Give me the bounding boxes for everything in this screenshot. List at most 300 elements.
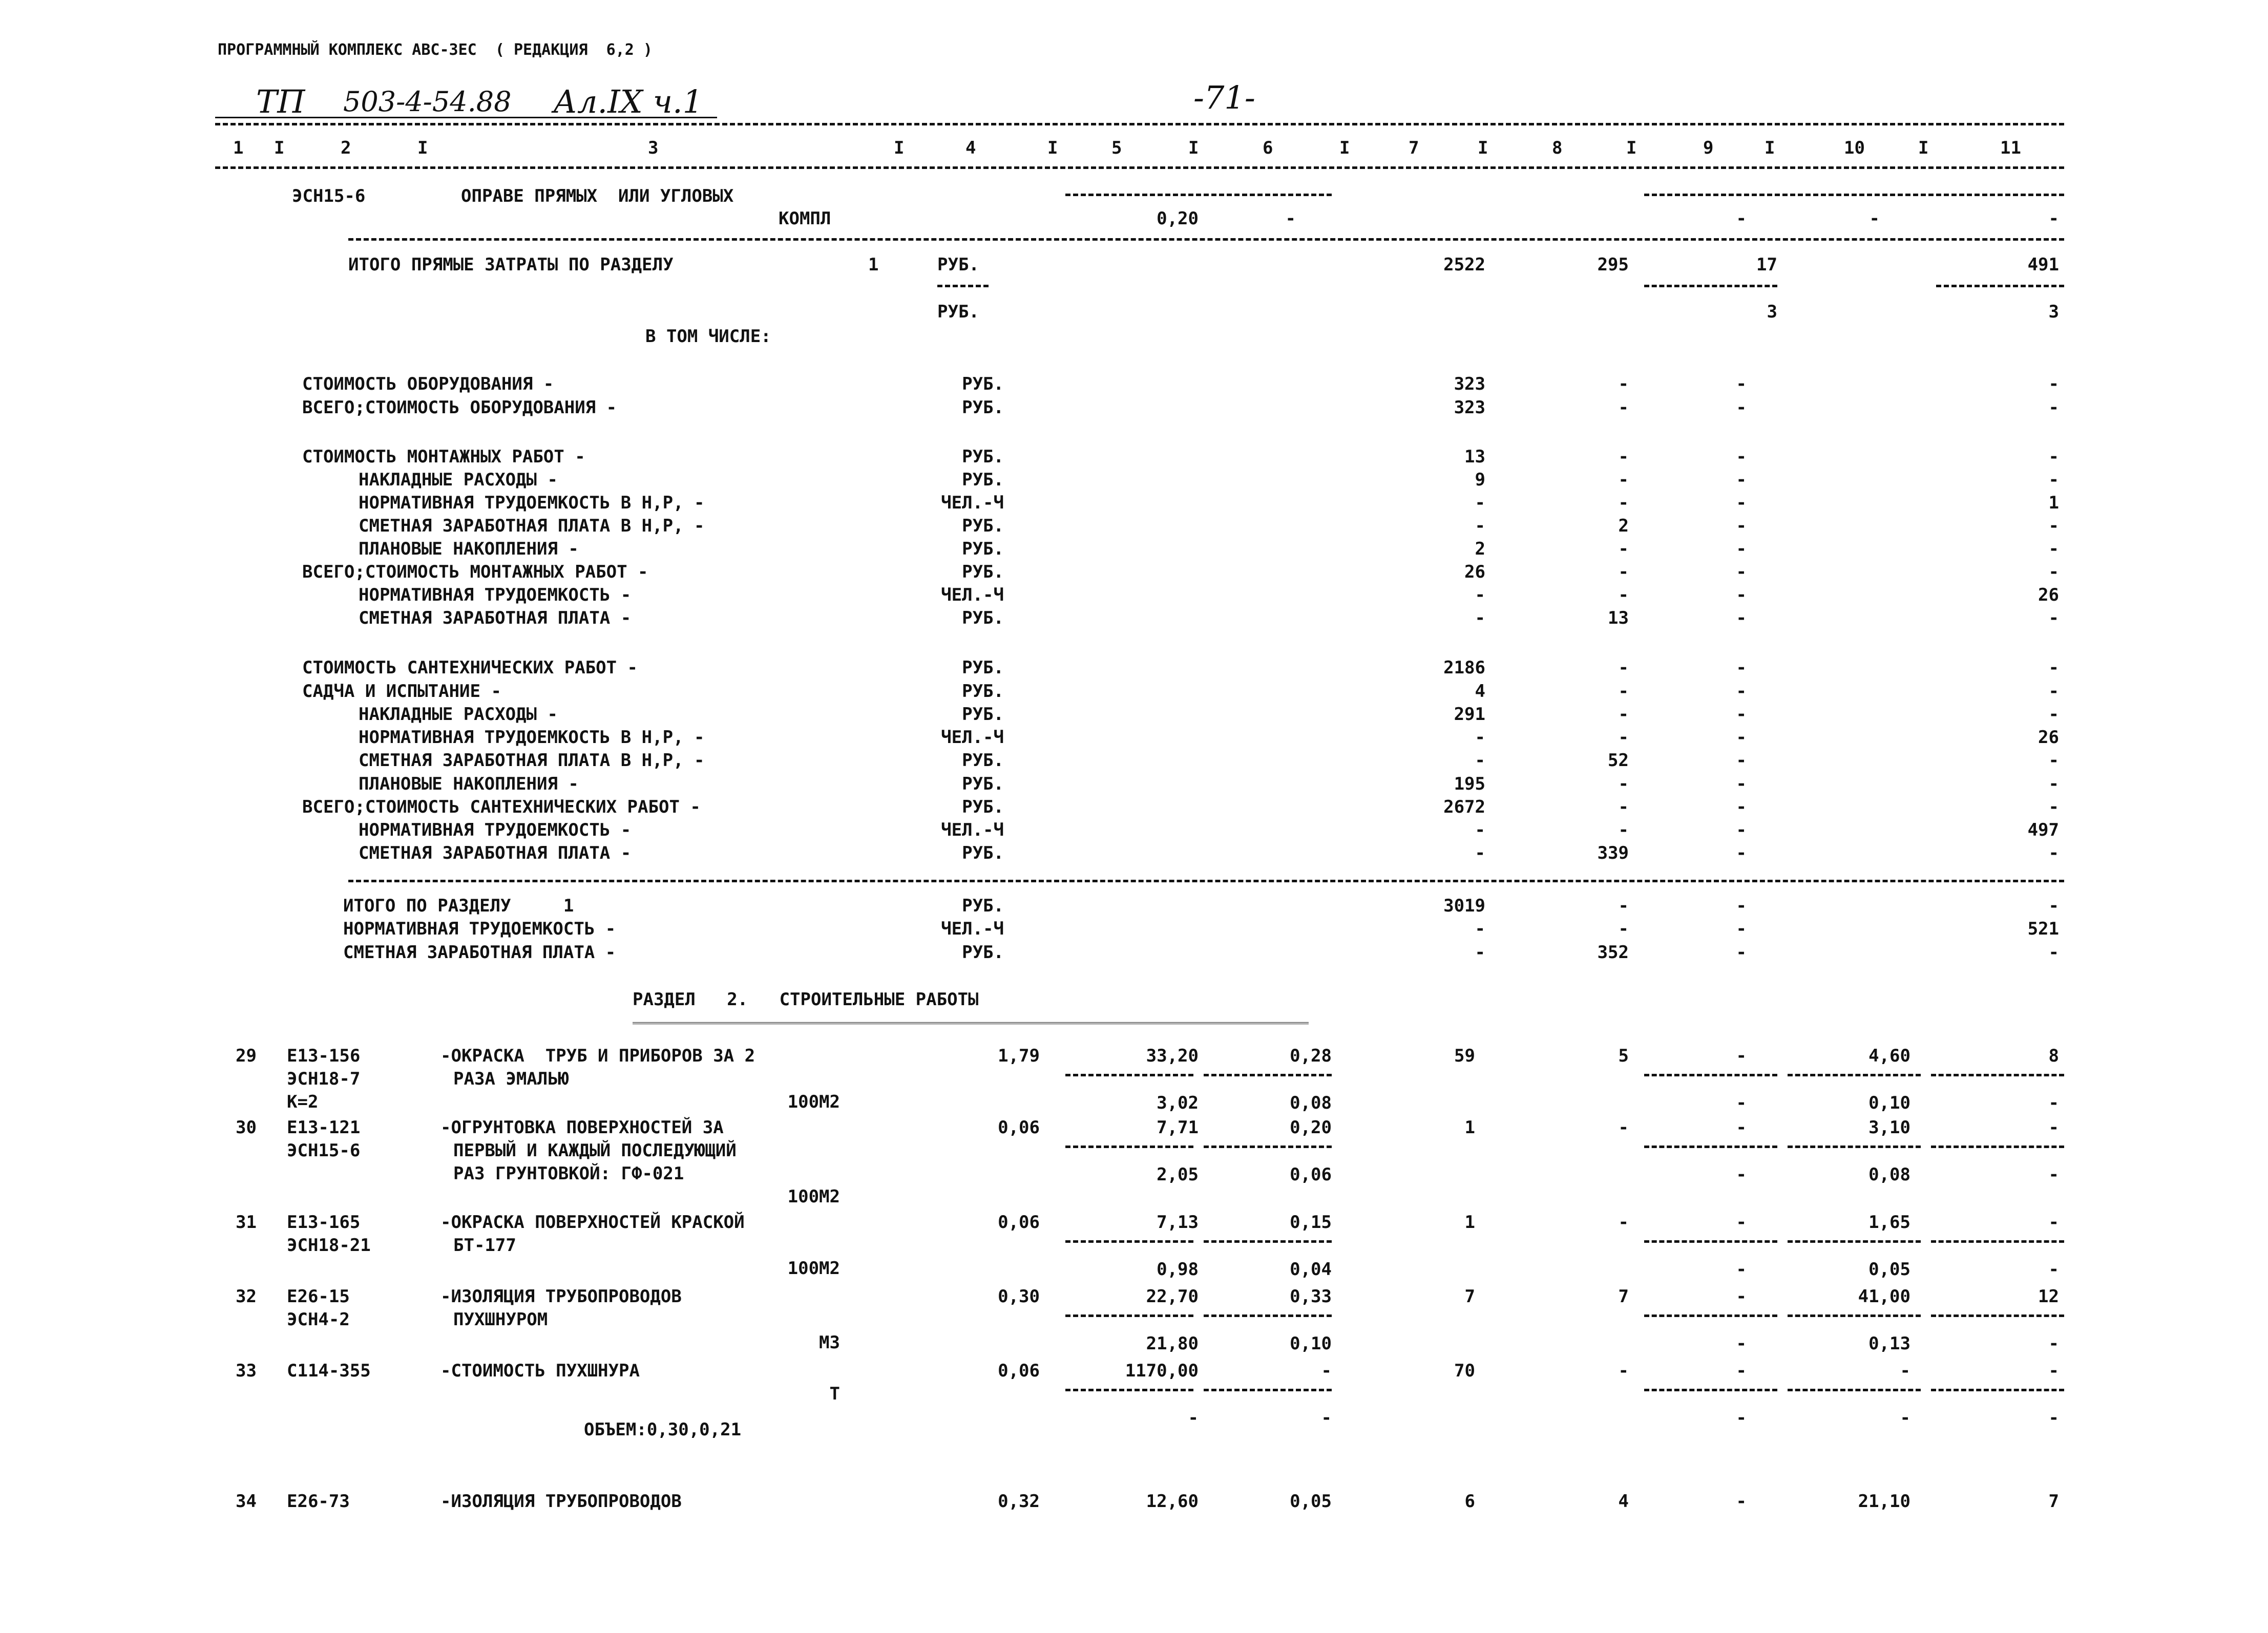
table-top-rule: [215, 123, 2064, 125]
cell-rule: [1065, 1240, 1193, 1243]
item-description: ПУХШНУРОМ: [453, 1309, 548, 1330]
item-code: Е26-73: [287, 1491, 350, 1512]
cell-qty: 0,06: [998, 1117, 1040, 1138]
cell-rule: [1931, 1146, 2064, 1148]
cell-c9: -: [1736, 1286, 1747, 1307]
cell-rule: [1644, 1074, 1777, 1076]
cell-c9: -: [1736, 208, 1747, 229]
item-unit: Т: [829, 1384, 840, 1404]
item-number: 33: [236, 1361, 257, 1381]
cell-c11: -: [2048, 208, 2059, 229]
column-number: 6: [1263, 138, 1273, 158]
item-number: 34: [236, 1491, 257, 1512]
column-number: 1: [233, 138, 244, 158]
cell-c7: 195: [1454, 774, 1485, 794]
cell-c8: 13: [1608, 608, 1629, 628]
cell-rule: [1644, 1314, 1777, 1317]
row-label: СМЕТНАЯ ЗАРАБОТНАЯ ПЛАТА В Н,Р, -: [359, 750, 705, 771]
cell-rule: [1788, 1074, 1921, 1076]
cell-c7: 59: [1454, 1046, 1475, 1066]
cell-c10: 3,10: [1868, 1117, 1910, 1138]
cell-c7: 7: [1464, 1286, 1475, 1307]
cell-c8: -: [1618, 704, 1629, 725]
cell-c9: -: [1736, 1408, 1747, 1428]
column-separator: I: [1478, 138, 1488, 158]
cell-c8: 2: [1618, 516, 1629, 536]
cell-unit: РУБ.: [962, 447, 1004, 467]
item-unit: 100М2: [787, 1258, 840, 1279]
cell-c9: -: [1736, 562, 1747, 582]
cell-c11: 8: [2048, 1046, 2059, 1066]
cell-c6: 0,33: [1290, 1286, 1332, 1307]
cell-c11: -: [2048, 750, 2059, 771]
cell-c9: -: [1736, 447, 1747, 467]
cell-unit: РУБ.: [962, 470, 1004, 490]
cell-c5: 7,71: [1157, 1117, 1199, 1138]
item-description: -ИЗОЛЯЦИЯ ТРУБОПРОВОДОВ: [440, 1286, 682, 1307]
volume-note: ОБЪЕМ:0,30,0,21: [584, 1419, 742, 1440]
column-number: 3: [648, 138, 659, 158]
cell-unit: РУБ.: [937, 302, 979, 322]
cell-c5: 0,20: [1157, 208, 1199, 229]
cell-c8: -: [1618, 727, 1629, 748]
cell-c9: -: [1736, 1046, 1747, 1066]
cell-unit: РУБ.: [962, 562, 1004, 582]
cell-c7: 6: [1464, 1491, 1475, 1512]
cell-c11: 3: [2048, 302, 2059, 322]
cell-c9: -: [1736, 919, 1747, 939]
cell-c11: -: [2048, 704, 2059, 725]
item-description: -СТОИМОСТЬ ПУХШНУРА: [440, 1361, 640, 1381]
item-coefficient: К=2: [287, 1092, 319, 1112]
item-code: Е13-121: [287, 1117, 361, 1138]
column-number: 5: [1111, 138, 1122, 158]
cell-rule: [1644, 285, 1777, 287]
cell-c6: 0,28: [1290, 1046, 1332, 1066]
including-label: В ТОМ ЧИСЛЕ:: [645, 326, 771, 347]
cell-c11: 1: [2048, 493, 2059, 513]
cell-c11: -: [2048, 1164, 2059, 1185]
column-separator: I: [1339, 138, 1350, 158]
cell-c5: 21,80: [1146, 1333, 1199, 1354]
row-label: ИТОГО ПО РАЗДЕЛУ 1: [343, 896, 574, 916]
cell-c7: -: [1475, 843, 1485, 863]
cell-c7: 9: [1475, 470, 1485, 490]
item-subcode: ЭСН4-2: [287, 1309, 350, 1330]
cell-c7: 26: [1464, 562, 1485, 582]
row-label: НОРМАТИВНАЯ ТРУДОЕМКОСТЬ -: [343, 919, 616, 939]
item-description: БТ-177: [453, 1235, 516, 1256]
cell-c8: -: [1618, 585, 1629, 605]
cell-unit: РУБ.: [962, 516, 1004, 536]
cell-rule: [1204, 1240, 1332, 1243]
cell-c8: -: [1618, 681, 1629, 702]
item-code: ЭСН15-6: [292, 186, 366, 206]
cell-c11: -: [2048, 447, 2059, 467]
cell-c11: -: [2048, 608, 2059, 628]
section-rule: [348, 880, 2064, 882]
cell-c11: -: [2048, 1212, 2059, 1233]
column-separator: I: [1047, 138, 1058, 158]
row-label: СМЕТНАЯ ЗАРАБОТНАЯ ПЛАТА В Н,Р, -: [359, 516, 705, 536]
cell-c7: 13: [1464, 447, 1485, 467]
cell-c11: -: [2048, 1117, 2059, 1138]
row-label: НОРМАТИВНАЯ ТРУДОЕМКОСТЬ В Н,Р, -: [359, 493, 705, 513]
cell-rule: [1644, 194, 2064, 196]
cell-c9: -: [1736, 681, 1747, 702]
cell-c9: -: [1736, 1333, 1747, 1354]
cell-c8: -: [1618, 658, 1629, 678]
cell-c11: 491: [2027, 255, 2059, 275]
cell-c9: -: [1736, 896, 1747, 916]
row-label: СТОИМОСТЬ САНТЕХНИЧЕСКИХ РАБОТ -: [302, 658, 638, 678]
column-separator: I: [274, 138, 285, 158]
item-description: -ОКРАСКА ТРУБ И ПРИБОРОВ ЗА 2: [440, 1046, 755, 1066]
cell-unit: РУБ.: [962, 774, 1004, 794]
cell-c7: 323: [1454, 397, 1485, 418]
cell-c6: -: [1321, 1361, 1332, 1381]
cell-c5: 33,20: [1146, 1046, 1199, 1066]
cell-c9: -: [1736, 843, 1747, 863]
cell-c8: -: [1618, 1117, 1629, 1138]
cell-unit: РУБ.: [962, 608, 1004, 628]
cell-c8: -: [1618, 374, 1629, 394]
cell-rule: [1931, 1074, 2064, 1076]
row-label: СМЕТНАЯ ЗАРАБОТНАЯ ПЛАТА -: [343, 942, 616, 963]
row-label: СТОИМОСТЬ ОБОРУДОВАНИЯ -: [302, 374, 554, 394]
section-number: 1: [868, 255, 879, 275]
cell-c10: -: [1869, 208, 1880, 229]
item-description: -ОГРУНТОВКА ПОВЕРХНОСТЕЙ ЗА: [440, 1117, 724, 1138]
row-label: СМЕТНАЯ ЗАРАБОТНАЯ ПЛАТА -: [359, 608, 632, 628]
row-label: НАКЛАДНЫЕ РАСХОДЫ -: [359, 704, 558, 725]
cell-c5: -: [1188, 1408, 1199, 1428]
cell-unit: РУБ.: [962, 942, 1004, 963]
cell-c7: 1: [1464, 1212, 1475, 1233]
cell-unit: ЧЕЛ.-Ч: [941, 493, 1004, 513]
cell-c9: 17: [1756, 255, 1777, 275]
column-number: 9: [1703, 138, 1714, 158]
cell-c10: -: [1900, 1361, 1910, 1381]
cell-c9: 3: [1767, 302, 1777, 322]
header-underline: [215, 117, 717, 118]
cell-unit: ЧЕЛ.-Ч: [941, 919, 1004, 939]
cell-c9: -: [1736, 658, 1747, 678]
cell-c5: 2,05: [1157, 1164, 1199, 1185]
cell-c8: 5: [1618, 1046, 1629, 1066]
program-title: ПРОГРАММНЫЙ КОМПЛЕКС АВС-ЗЕС ( РЕДАКЦИЯ 6,2 ): [218, 41, 653, 59]
cell-c5: 12,60: [1146, 1491, 1199, 1512]
cell-c5: 1170,00: [1125, 1361, 1199, 1381]
cell-c9: -: [1736, 942, 1747, 963]
cell-c8: 7: [1618, 1286, 1629, 1307]
cell-c10: -: [1900, 1408, 1910, 1428]
cell-c11: -: [2048, 539, 2059, 559]
cell-c9: -: [1736, 797, 1747, 817]
cell-qty: 0,30: [998, 1286, 1040, 1307]
cell-unit: ЧЕЛ.-Ч: [941, 727, 1004, 748]
cell-qty: 0,32: [998, 1491, 1040, 1512]
cell-c11: -: [2048, 1333, 2059, 1354]
cell-unit: РУБ.: [962, 681, 1004, 702]
cell-c11: -: [2048, 843, 2059, 863]
cell-c6: 0,10: [1290, 1333, 1332, 1354]
column-separator: I: [1765, 138, 1775, 158]
cell-c11: -: [2048, 681, 2059, 702]
cell-c8: -: [1618, 820, 1629, 840]
cell-c6: 0,05: [1290, 1491, 1332, 1512]
cell-rule: [1204, 1146, 1332, 1148]
column-header-rule: [215, 166, 2064, 169]
cell-rule: [1065, 1314, 1193, 1317]
cell-c11: -: [2048, 797, 2059, 817]
row-label: НАКЛАДНЫЕ РАСХОДЫ -: [359, 470, 558, 490]
cell-c11: -: [2048, 516, 2059, 536]
cell-unit: РУБ.: [962, 843, 1004, 863]
column-number: 7: [1409, 138, 1419, 158]
cell-c9: -: [1736, 1361, 1747, 1381]
cell-c11: 521: [2027, 919, 2059, 939]
item-code: Е13-156: [287, 1046, 361, 1066]
cell-c7: 323: [1454, 374, 1485, 394]
item-description: -ИЗОЛЯЦИЯ ТРУБОПРОВОДОВ: [440, 1491, 682, 1512]
item-unit: М3: [819, 1332, 840, 1353]
cell-c5: 7,13: [1157, 1212, 1199, 1233]
row-label: НОРМАТИВНАЯ ТРУДОЕМКОСТЬ -: [359, 585, 632, 605]
cell-c7: 2522: [1443, 255, 1485, 275]
cell-c11: 12: [2038, 1286, 2059, 1307]
row-label: СМЕТНАЯ ЗАРАБОТНАЯ ПЛАТА -: [359, 843, 632, 863]
cell-c5: 0,98: [1157, 1259, 1199, 1280]
cell-c7: -: [1475, 516, 1485, 536]
cell-c7: 2: [1475, 539, 1485, 559]
column-separator: I: [1626, 138, 1637, 158]
item-number: 32: [236, 1286, 257, 1307]
cell-rule: [1065, 194, 1332, 196]
cell-c5: 3,02: [1157, 1093, 1199, 1113]
cell-rule: [1788, 1314, 1921, 1317]
row-label: САДЧА И ИСПЫТАНИЕ -: [302, 681, 501, 702]
cell-c8: -: [1618, 470, 1629, 490]
cell-c7: -: [1475, 919, 1485, 939]
cell-unit: РУБ.: [962, 397, 1004, 418]
cell-c7: 291: [1454, 704, 1485, 725]
cell-c8: 4: [1618, 1491, 1629, 1512]
item-code: С114-355: [287, 1361, 371, 1381]
cell-rule: [1204, 1074, 1332, 1076]
section-title-rule: [633, 1022, 1309, 1024]
cell-c9: -: [1736, 750, 1747, 771]
cell-c9: -: [1736, 1117, 1747, 1138]
cell-c7: -: [1475, 750, 1485, 771]
cell-c10: 0,10: [1868, 1093, 1910, 1113]
cell-rule: [1788, 1240, 1921, 1243]
cell-c8: -: [1618, 774, 1629, 794]
column-separator: I: [1918, 138, 1929, 158]
cell-c7: 2186: [1443, 658, 1485, 678]
item-subcode: ЭСН18-21: [287, 1235, 371, 1256]
cell-c6: 0,15: [1290, 1212, 1332, 1233]
cell-c6: 0,06: [1290, 1164, 1332, 1185]
cell-qty: 0,06: [998, 1361, 1040, 1381]
cell-c8: 295: [1597, 255, 1629, 275]
cell-c9: -: [1736, 585, 1747, 605]
cell-c8: -: [1618, 447, 1629, 467]
cell-rule: [1204, 1314, 1332, 1317]
cell-c11: -: [2048, 896, 2059, 916]
cell-c8: 52: [1608, 750, 1629, 771]
cell-c8: -: [1618, 896, 1629, 916]
cell-rule: [1065, 1074, 1193, 1076]
item-description: ПЕРВЫЙ И КАЖДЫЙ ПОСЛЕДУЮЩИЙ: [453, 1140, 737, 1161]
cell-c11: -: [2048, 1408, 2059, 1428]
row-label: ВСЕГО;СТОИМОСТЬ ОБОРУДОВАНИЯ -: [302, 397, 617, 418]
column-number: 10: [1844, 138, 1865, 158]
cell-c8: -: [1618, 493, 1629, 513]
row-label: СТОИМОСТЬ МОНТАЖНЫХ РАБОТ -: [302, 447, 585, 467]
cell-qty: 1,79: [998, 1046, 1040, 1066]
column-separator: I: [1188, 138, 1199, 158]
cell-c8: 352: [1597, 942, 1629, 963]
cell-rule: [1204, 1389, 1332, 1391]
cell-c9: -: [1736, 820, 1747, 840]
cell-c6: -: [1321, 1408, 1332, 1428]
cell-c5: 22,70: [1146, 1286, 1199, 1307]
item-code: Е26-15: [287, 1286, 350, 1307]
item-number: 31: [236, 1212, 257, 1233]
row-label: ПЛАНОВЫЕ НАКОПЛЕНИЯ -: [359, 774, 579, 794]
cell-c10: 0,08: [1868, 1164, 1910, 1185]
cell-c11: -: [2048, 397, 2059, 418]
cell-c11: -: [2048, 942, 2059, 963]
cell-c8: -: [1618, 1212, 1629, 1233]
cell-rule: [1931, 1240, 2064, 1243]
cell-rule: [1936, 285, 2064, 287]
item-description: РАЗ ГРУНТОВКОЙ: ГФ-021: [453, 1163, 684, 1184]
cell-c9: -: [1736, 470, 1747, 490]
cell-unit: РУБ.: [962, 896, 1004, 916]
row-label: НОРМАТИВНАЯ ТРУДОЕМКОСТЬ В Н,Р, -: [359, 727, 705, 748]
cell-unit: РУБ.: [962, 374, 1004, 394]
column-number: 4: [965, 138, 976, 158]
item-description: РАЗА ЭМАЛЬЮ: [453, 1069, 569, 1089]
cell-unit: РУБ.: [962, 704, 1004, 725]
cell-c9: -: [1736, 539, 1747, 559]
cell-c7: 4: [1475, 681, 1485, 702]
cell-c9: -: [1736, 1093, 1747, 1113]
row-label: ВСЕГО;СТОИМОСТЬ САНТЕХНИЧЕСКИХ РАБОТ -: [302, 797, 701, 817]
cell-unit: РУБ.: [962, 750, 1004, 771]
cell-c8: -: [1618, 562, 1629, 582]
item-description: -ОКРАСКА ПОВЕРХНОСТЕЙ КРАСКОЙ: [440, 1212, 745, 1233]
column-number: 8: [1552, 138, 1563, 158]
row-label: ПЛАНОВЫЕ НАКОПЛЕНИЯ -: [359, 539, 579, 559]
cell-c7: -: [1475, 608, 1485, 628]
cell-c9: -: [1736, 1259, 1747, 1280]
cell-c11: -: [2048, 1259, 2059, 1280]
cell-c11: -: [2048, 562, 2059, 582]
cell-c8: -: [1618, 397, 1629, 418]
item-unit: 100М2: [787, 1092, 840, 1112]
cell-rule: [1931, 1314, 2064, 1317]
cell-c9: -: [1736, 493, 1747, 513]
cell-c9: -: [1736, 608, 1747, 628]
cell-c7: 1: [1464, 1117, 1475, 1138]
item-number: 29: [236, 1046, 257, 1066]
cell-c8: 339: [1597, 843, 1629, 863]
cell-c11: -: [2048, 774, 2059, 794]
cell-c9: -: [1736, 397, 1747, 418]
row-label: ВСЕГО;СТОИМОСТЬ МОНТАЖНЫХ РАБОТ -: [302, 562, 648, 582]
section-total-label: ИТОГО ПРЯМЫЕ ЗАТРАТЫ ПО РАЗДЕЛУ: [348, 255, 674, 275]
doc-number: 503-4-54.88: [343, 86, 512, 118]
cell-c9: -: [1736, 704, 1747, 725]
cell-unit: ЧЕЛ.-Ч: [941, 585, 1004, 605]
cell-rule: [1644, 1240, 1777, 1243]
cell-c6: 0,08: [1290, 1093, 1332, 1113]
column-separator: I: [894, 138, 905, 158]
cell-c7: 3019: [1443, 896, 1485, 916]
cell-c6: 0,20: [1290, 1117, 1332, 1138]
cell-rule: [1644, 1389, 1777, 1391]
column-number: 11: [2000, 138, 2021, 158]
cell-c7: -: [1475, 585, 1485, 605]
cell-c9: -: [1736, 1164, 1747, 1185]
cell-rule: [1931, 1389, 2064, 1391]
cell-c8: -: [1618, 539, 1629, 559]
cell-c9: -: [1736, 1212, 1747, 1233]
page-number: -71-: [1193, 79, 1255, 116]
cell-c7: -: [1475, 493, 1485, 513]
cell-c9: -: [1736, 727, 1747, 748]
cell-c8: -: [1618, 797, 1629, 817]
cell-c8: -: [1618, 1361, 1629, 1381]
cell-c6: 0,04: [1290, 1259, 1332, 1280]
cell-c9: -: [1736, 774, 1747, 794]
item-code: Е13-165: [287, 1212, 361, 1233]
cell-rule: [1065, 1389, 1193, 1391]
cell-c11: -: [2048, 470, 2059, 490]
item-number: 30: [236, 1117, 257, 1138]
section-title: РАЗДЕЛ 2. СТРОИТЕЛЬНЫЕ РАБОТЫ: [633, 989, 979, 1010]
album-label: Ал.IX ч.1: [553, 83, 703, 120]
cell-c7: 2672: [1443, 797, 1485, 817]
cell-c11: 497: [2027, 820, 2059, 840]
item-unit: КОМПЛ: [779, 208, 831, 229]
cell-unit: РУБ.: [937, 255, 979, 275]
cell-c10: 4,60: [1868, 1046, 1910, 1066]
cell-c6: -: [1285, 208, 1296, 229]
cell-c10: 0,05: [1868, 1259, 1910, 1280]
cell-c9: -: [1736, 1491, 1747, 1512]
cell-unit: РУБ.: [962, 658, 1004, 678]
cell-c11: -: [2048, 658, 2059, 678]
cell-c11: -: [2048, 1361, 2059, 1381]
row-label: НОРМАТИВНАЯ ТРУДОЕМКОСТЬ -: [359, 820, 632, 840]
item-unit: 100М2: [787, 1186, 840, 1207]
cell-rule: [1644, 1146, 1777, 1148]
cell-c11: 26: [2038, 585, 2059, 605]
cell-c8: -: [1618, 919, 1629, 939]
cell-c7: -: [1475, 820, 1485, 840]
column-number: 2: [341, 138, 351, 158]
cell-rule: [1788, 1146, 1921, 1148]
cell-c10: 0,13: [1868, 1333, 1910, 1354]
cell-c10: 1,65: [1868, 1212, 1910, 1233]
column-separator: I: [417, 138, 428, 158]
cell-c7: 70: [1454, 1361, 1475, 1381]
cell-c9: -: [1736, 516, 1747, 536]
